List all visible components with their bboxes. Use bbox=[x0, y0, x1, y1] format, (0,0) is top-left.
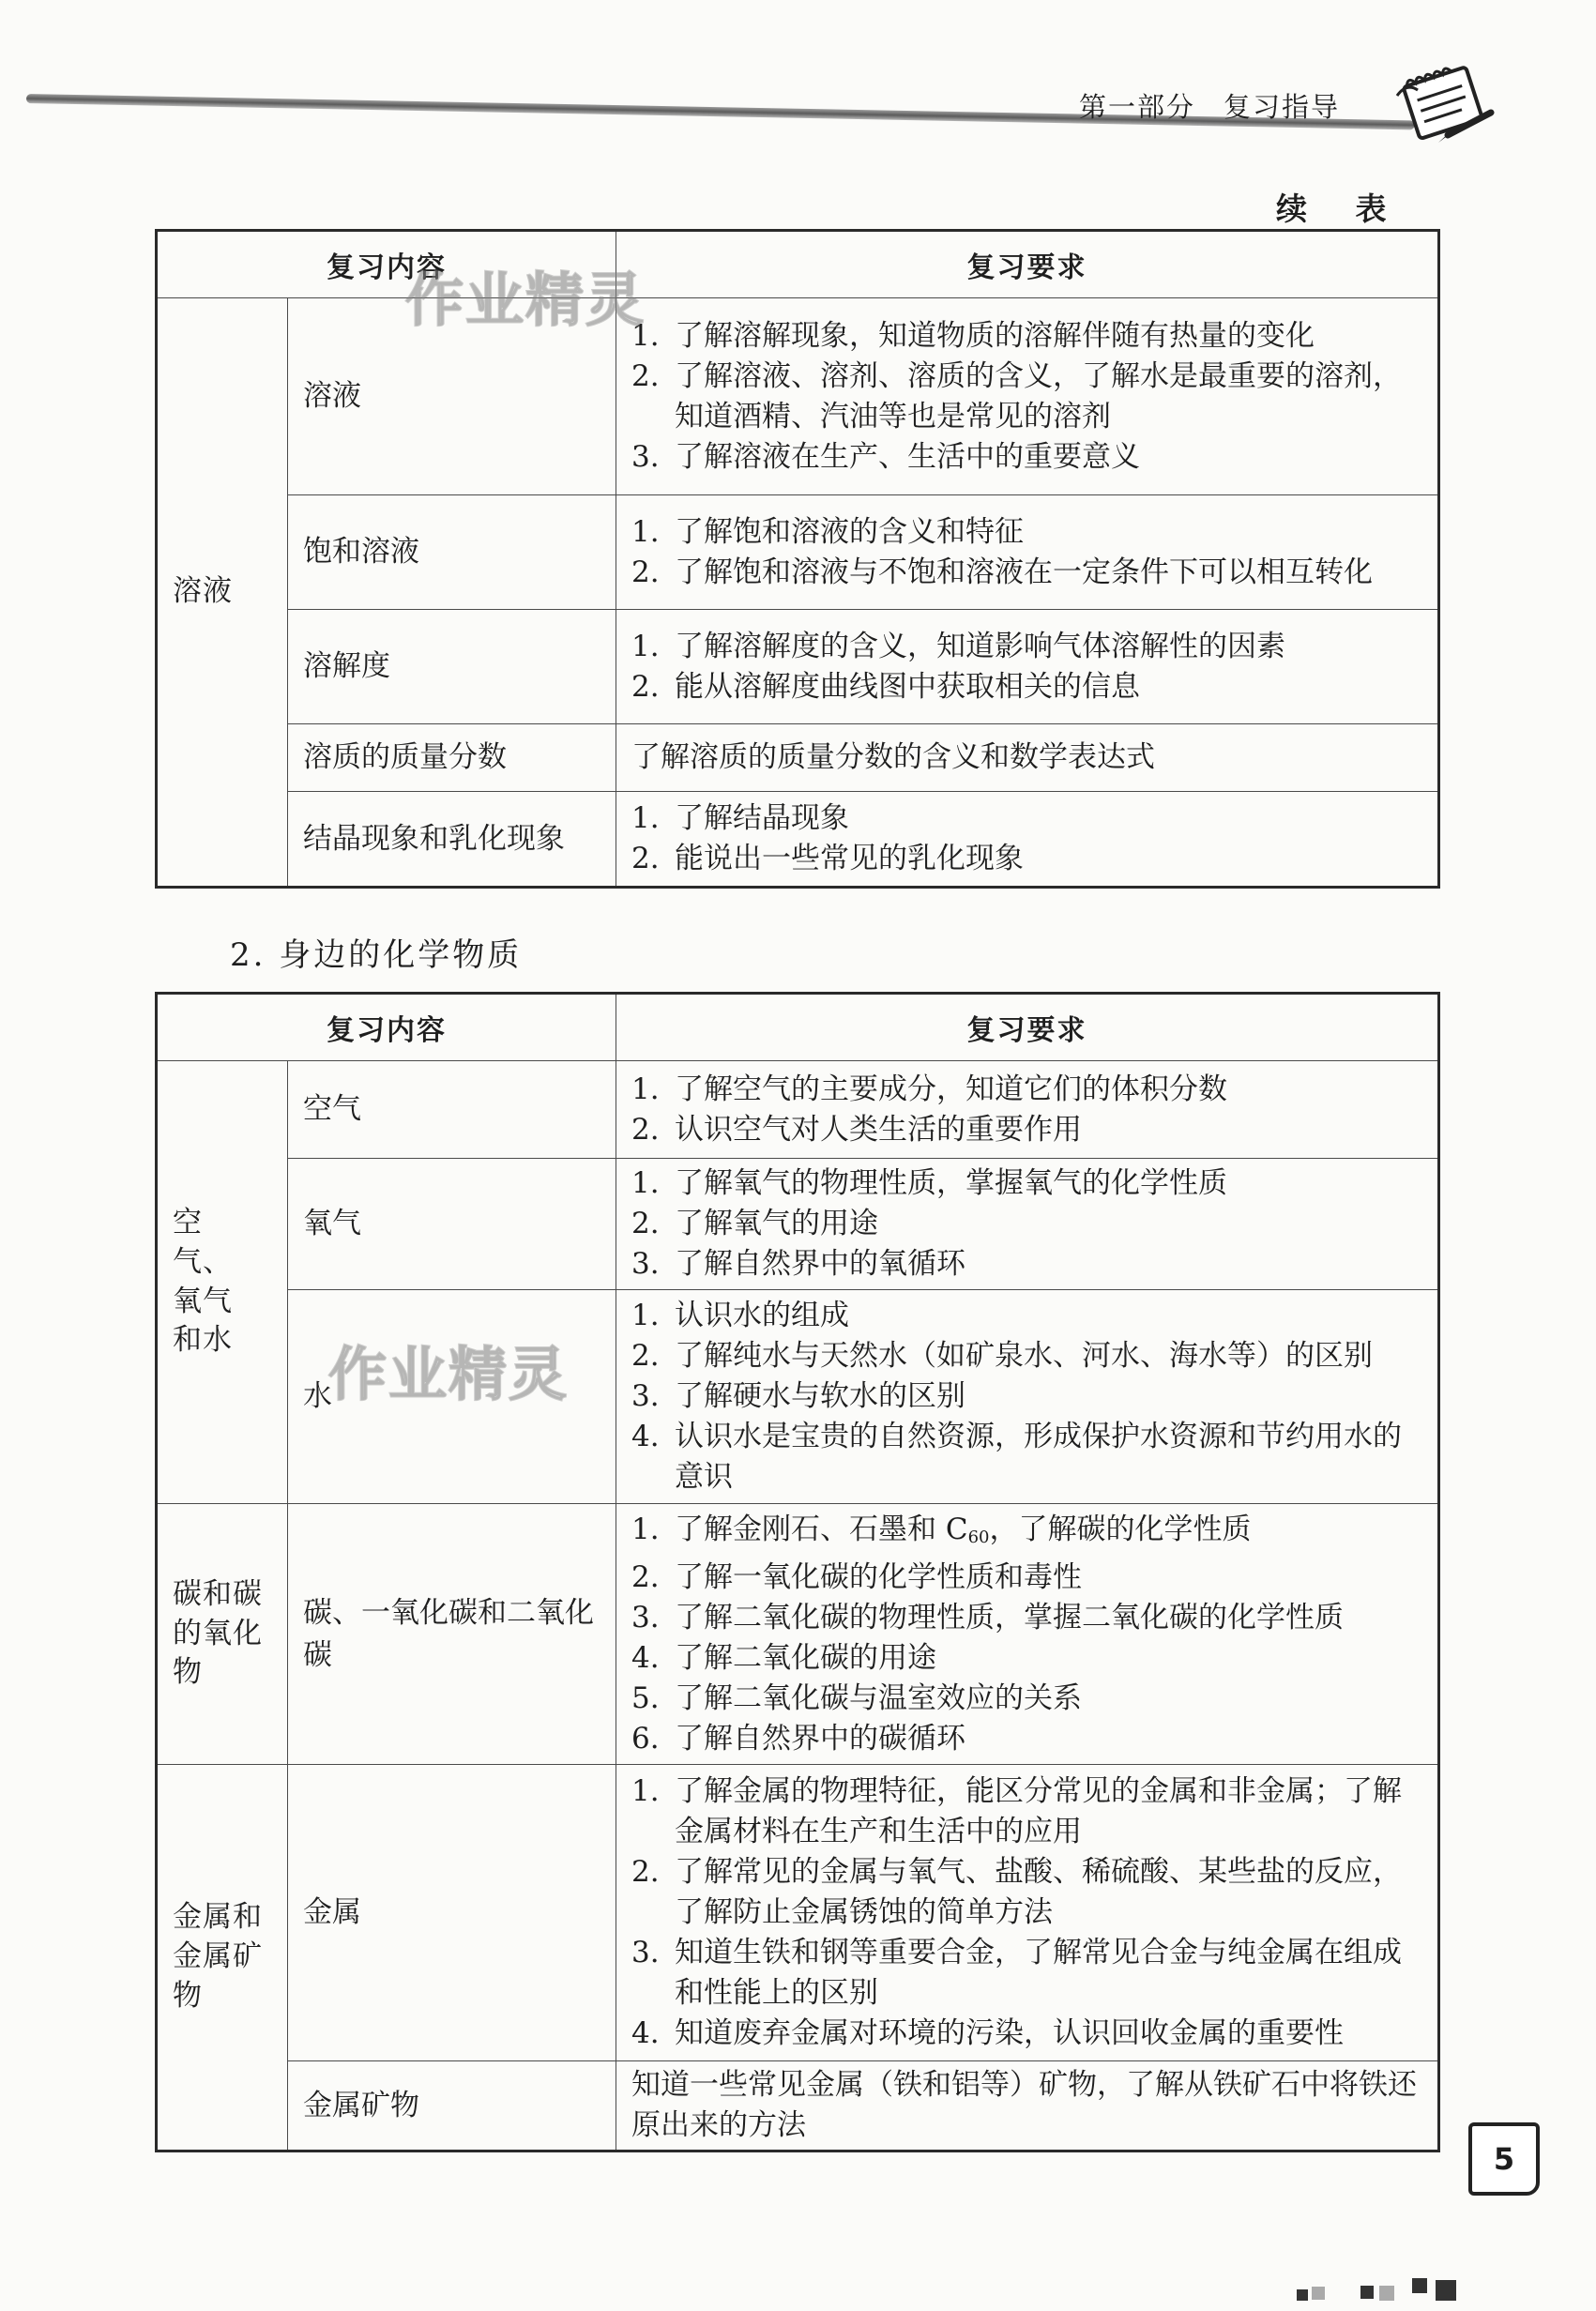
notebook-pencil-icon bbox=[1393, 58, 1497, 147]
topic-cell: 碳、一氧化碳和二氧化碳 bbox=[288, 1504, 616, 1765]
category-cell: 溶液 bbox=[157, 298, 288, 888]
requirement-item: 2. 了解氧气的用途 bbox=[631, 1207, 878, 1240]
requirement-item: 2. 了解溶液、溶剂、溶质的含义，了解水是最重要的溶剂，知道酒精、汽油等也是常见的溶剂 bbox=[631, 358, 1402, 433]
topic-cell: 金属矿物 bbox=[288, 2061, 616, 2151]
requirement-item: 4. 知道废弃金属对环境的污染，认识回收金属的重要性 bbox=[631, 2016, 1344, 2050]
running-header bbox=[1079, 86, 1368, 125]
requirements-cell bbox=[616, 298, 1439, 495]
requirements-cell: 了解溶质的质量分数的含义和数学表达式 bbox=[616, 724, 1439, 792]
header-review-requirements: 复习要求 bbox=[616, 231, 1439, 298]
topic-cell: 溶解度 bbox=[288, 610, 616, 724]
review-table-solutions bbox=[155, 229, 1440, 889]
topic-cell: 溶液 bbox=[288, 298, 616, 495]
topic-cell: 溶质的质量分数 bbox=[288, 724, 616, 792]
requirements-cell bbox=[616, 1504, 1439, 1765]
requirement-item: 3. 了解溶液在生产、生活中的重要意义 bbox=[631, 439, 1140, 474]
header-review-content: 复习内容 bbox=[157, 231, 616, 298]
topic-cell: 饱和溶液 bbox=[288, 495, 616, 610]
requirements-cell bbox=[616, 792, 1439, 888]
requirement-item: 3. 了解自然界中的氧循环 bbox=[631, 1247, 965, 1281]
requirement-item: 1. 了解金刚石、石墨和 $C_{60}$，了解碳的化学性质 bbox=[631, 1512, 1252, 1547]
requirement-item: 2. 能从溶解度曲线图中获取相关的信息 bbox=[631, 669, 1140, 704]
requirement-item: 1. 了解饱和溶液的含义和特征 bbox=[631, 514, 1024, 549]
requirements-cell bbox=[616, 1159, 1439, 1290]
requirement-item: 2. 能说出一些常见的乳化现象 bbox=[631, 842, 1024, 875]
requirement-item: 2. 了解纯水与天然水（如矿泉水、河水、海水等）的区别 bbox=[631, 1339, 1373, 1373]
requirements-cell bbox=[616, 610, 1439, 724]
requirement-item: 1. 了解结晶现象 bbox=[631, 801, 849, 835]
header-section: 复习指导 bbox=[1224, 91, 1341, 123]
header-review-requirements: 复习要求 bbox=[616, 994, 1439, 1061]
requirements-cell bbox=[616, 1290, 1439, 1504]
topic-cell: 空气 bbox=[288, 1061, 616, 1159]
requirement-item: 1. 了解氧气的物理性质，掌握氧气的化学性质 bbox=[631, 1166, 1227, 1200]
watermark: 作业精灵 bbox=[328, 1340, 570, 1408]
requirement-item: 2. 了解饱和溶液与不饱和溶液在一定条件下可以相互转化 bbox=[631, 555, 1373, 589]
requirement-item: 3. 了解硬水与软水的区别 bbox=[631, 1379, 965, 1413]
header-review-content: 复习内容 bbox=[157, 994, 616, 1061]
requirement-item: 2. 了解一氧化碳的化学性质和毒性 bbox=[631, 1559, 1082, 1594]
continued-label: 续 表 bbox=[1276, 190, 1406, 227]
requirements-cell bbox=[616, 1765, 1439, 2061]
header-part: 第一部分 bbox=[1079, 91, 1196, 123]
topic-cell: 水 bbox=[288, 1290, 616, 1504]
requirement-item: 2. 认识空气对人类生活的重要作用 bbox=[631, 1112, 1082, 1147]
requirement-item: 1. 了解溶解度的含义，知道影响气体溶解性的因素 bbox=[631, 629, 1285, 663]
topic-cell: 结晶现象和乳化现象 bbox=[288, 792, 616, 888]
requirement-item: 2. 了解常见的金属与氧气、盐酸、稀硫酸、某些盐的反应，了解防止金属锈蚀的简单方法 bbox=[631, 1855, 1402, 1929]
review-table-chemicals bbox=[155, 992, 1440, 2152]
category-cell: 空气、氧气和水 bbox=[157, 1061, 288, 1504]
requirements-cell bbox=[616, 1061, 1439, 1159]
requirement-item: 4. 认识水是宝贵的自然资源，形成保护水资源和节约用水的意识 bbox=[631, 1420, 1402, 1494]
requirement-item: 3. 了解二氧化碳的物理性质，掌握二氧化碳的化学性质 bbox=[631, 1600, 1344, 1634]
category-cell: 金属和金属矿物 bbox=[157, 1765, 288, 2151]
requirement-item: 3. 知道生铁和钢等重要合金，了解常见合金与纯金属在组成和性能上的区别 bbox=[631, 1936, 1402, 2010]
requirement-item: 1. 认识水的组成 bbox=[631, 1299, 849, 1332]
requirements-cell: 知道一些常见金属（铁和铝等）矿物，了解从铁矿石中将铁还原出来的方法 bbox=[616, 2061, 1439, 2151]
page-number: 5 bbox=[1468, 2122, 1540, 2196]
topic-cell: 金属 bbox=[288, 1765, 616, 2061]
watermark: 作业精灵 bbox=[405, 266, 646, 334]
section-title: 2. 身边的化学物质 bbox=[230, 936, 523, 974]
requirement-item: 1. 了解金属的物理特征，能区分常见的金属和非金属；了解金属材料在生产和生活中的应用 bbox=[631, 1774, 1402, 1848]
requirement-item: 6. 了解自然界中的碳循环 bbox=[631, 1721, 965, 1756]
requirement-item: 1. 了解空气的主要成分，知道它们的体积分数 bbox=[631, 1072, 1227, 1106]
topic-cell: 氧气 bbox=[288, 1159, 616, 1290]
category-cell: 碳和碳的氧化物 bbox=[157, 1504, 288, 1765]
requirement-item: 1. 了解溶解现象，知道物质的溶解伴随有热量的变化 bbox=[631, 318, 1315, 353]
requirements-cell bbox=[616, 495, 1439, 610]
requirement-item: 5. 了解二氧化碳与温室效应的关系 bbox=[631, 1680, 1082, 1715]
requirement-item: 4. 了解二氧化碳的用途 bbox=[631, 1640, 936, 1675]
